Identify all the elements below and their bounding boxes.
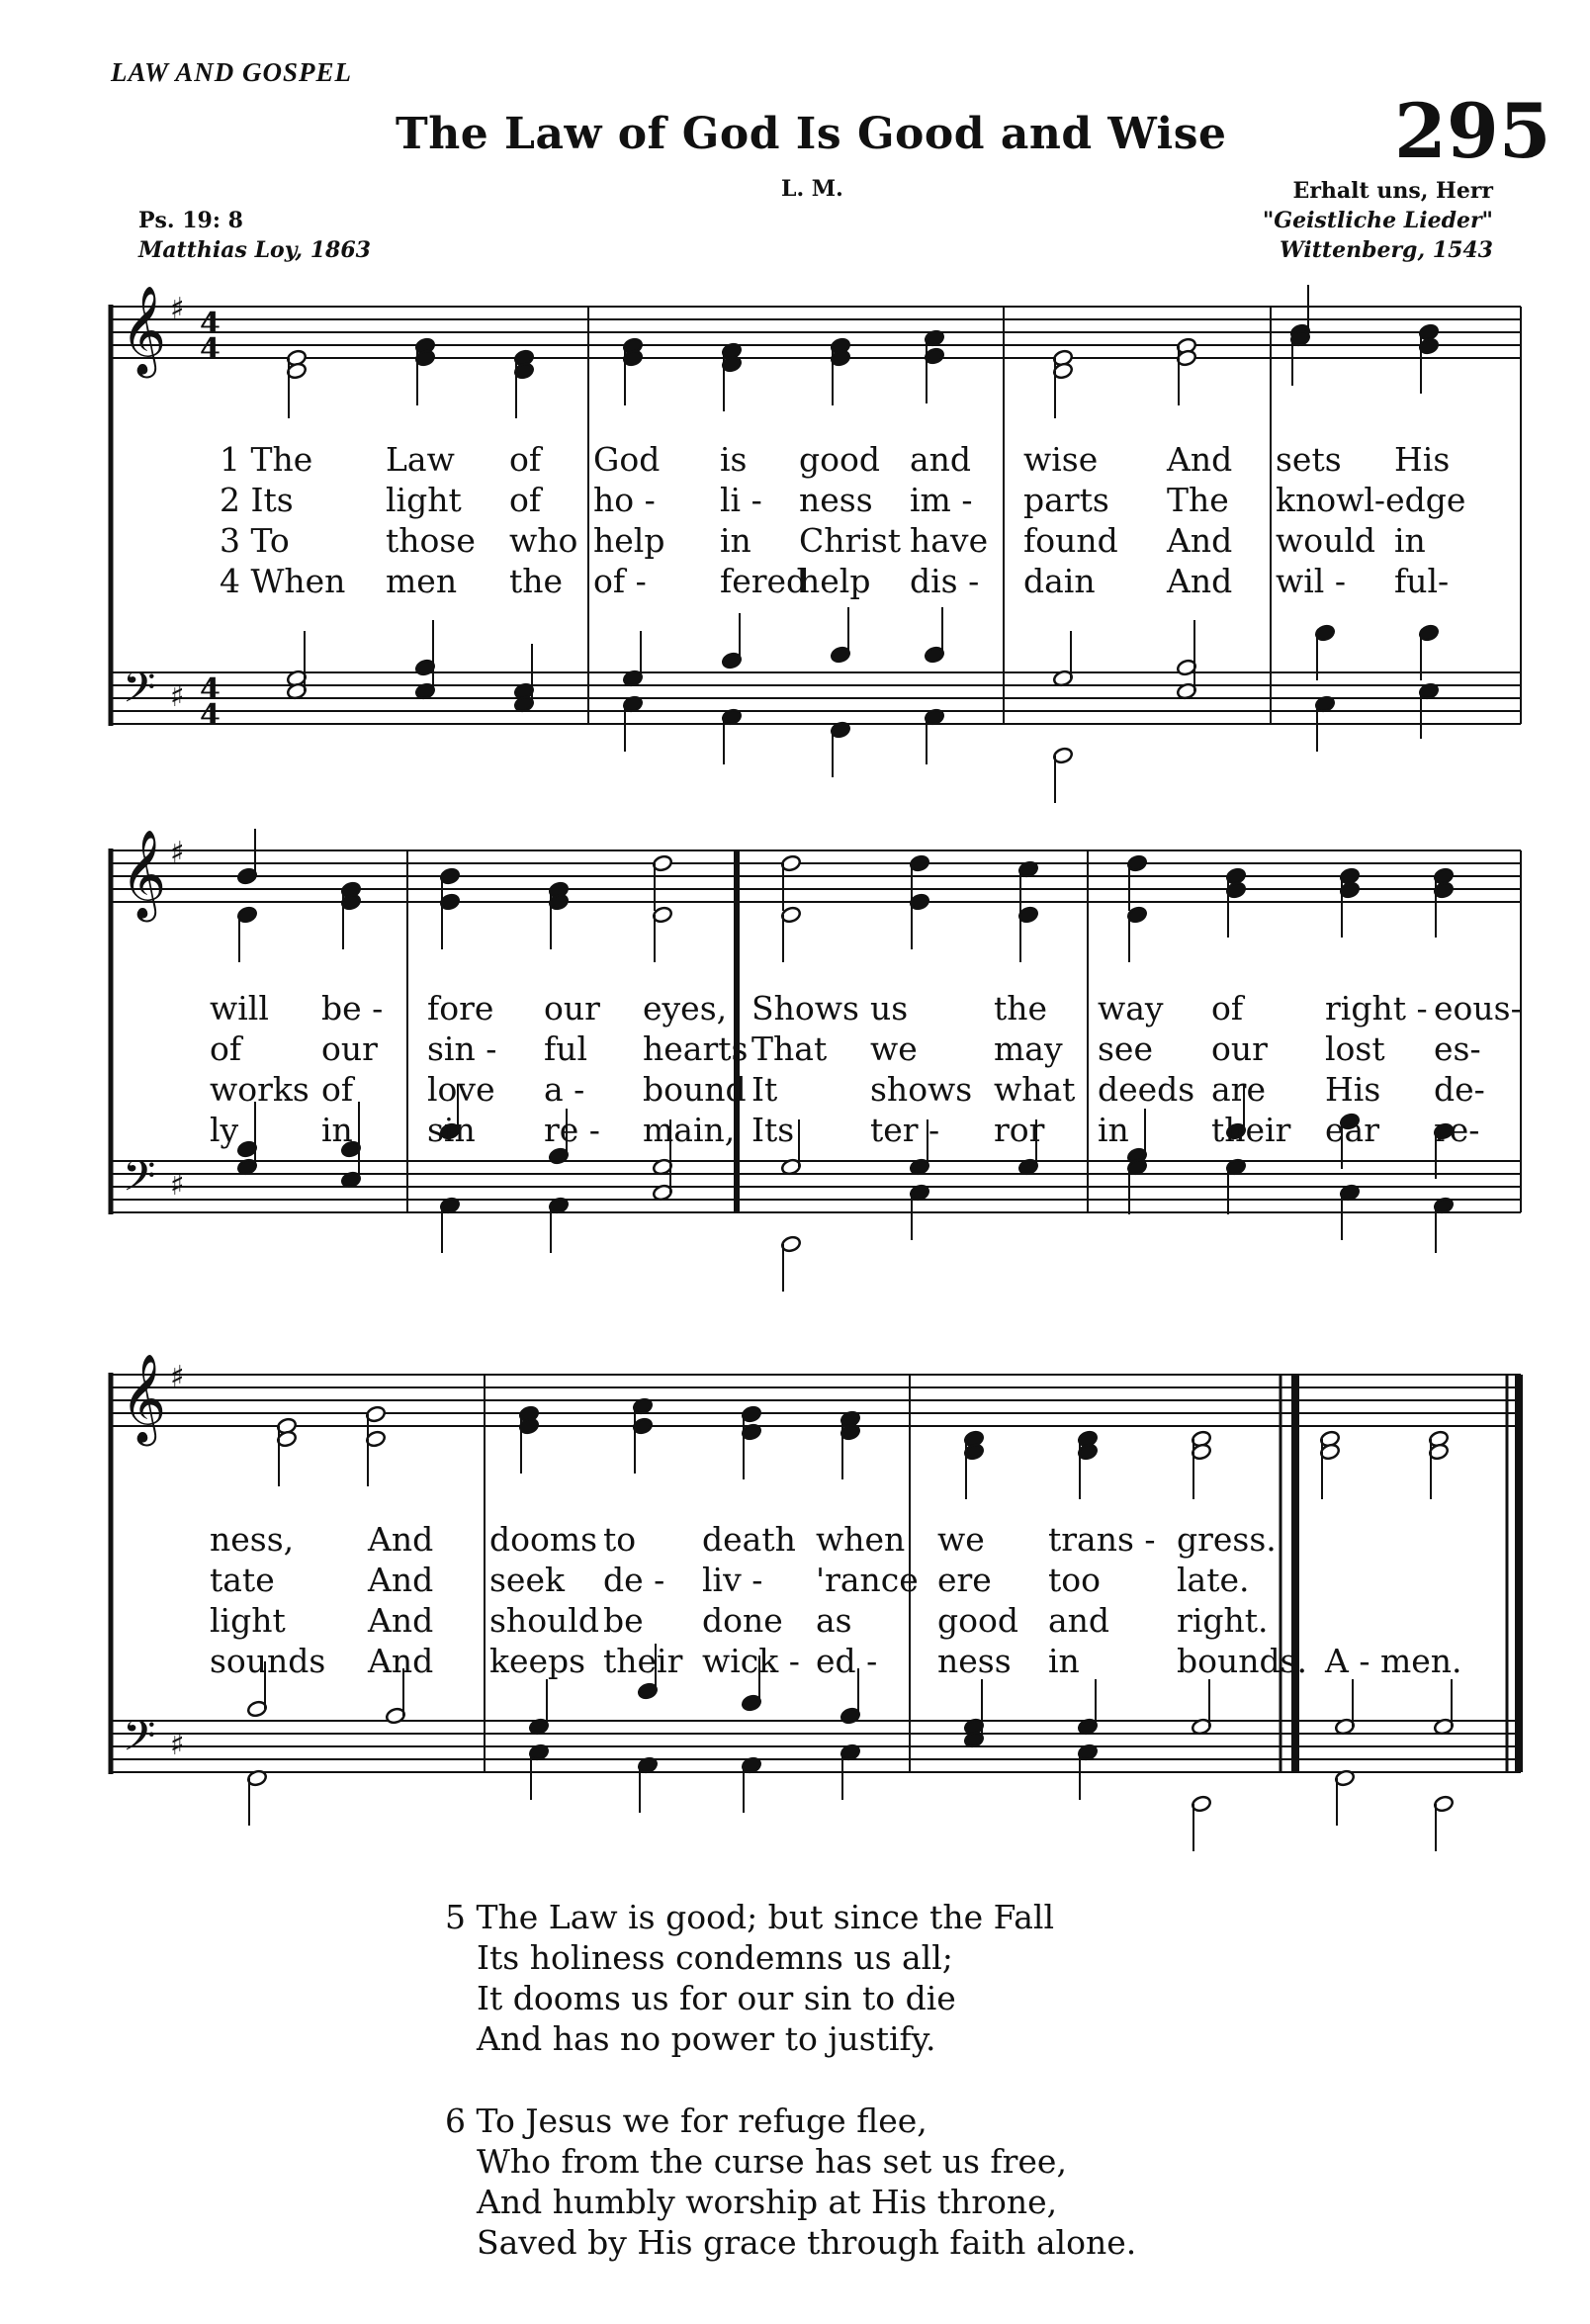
lyrics-system-1	[0, 440, 1590, 608]
lyric-syllable: es-	[1434, 1029, 1481, 1068]
lyric-syllable: keeps	[489, 1642, 586, 1680]
lyric-syllable: when	[816, 1520, 906, 1559]
lyric-syllable: in	[720, 521, 751, 560]
lyric-syllable: 2 Its	[220, 481, 294, 519]
lyric-syllable: knowl-edge	[1276, 481, 1466, 519]
lyric-syllable: ful-	[1394, 562, 1450, 600]
lyric-syllable: sounds	[210, 1642, 326, 1680]
lyric-syllable: shows	[870, 1070, 973, 1109]
lyric-syllable: re-	[1434, 1111, 1480, 1149]
treble-clef-icon: 𝄞	[121, 286, 167, 375]
stanza-line	[445, 1897, 1054, 1937]
lyric-syllable: those	[386, 521, 476, 560]
lyric-syllable: may	[994, 1029, 1063, 1068]
lyric-syllable: re -	[544, 1111, 600, 1149]
lyric-syllable: And	[368, 1520, 434, 1559]
lyric-syllable: sets	[1276, 440, 1342, 479]
lyric-syllable: ror	[994, 1111, 1045, 1149]
tune-name: Erhalt uns, Herr	[1292, 178, 1493, 204]
tune-source: "Geistliche Lieder"	[1262, 208, 1493, 233]
lyric-syllable: ful	[544, 1029, 588, 1068]
lyric-syllable: Law	[386, 440, 455, 479]
lyric-syllable: wick -	[702, 1642, 800, 1680]
lyric-syllable: Shows	[751, 989, 859, 1028]
time-signature-top: 4	[200, 307, 221, 341]
lyric-syllable: in	[1394, 521, 1426, 560]
lyric-syllable: men	[386, 562, 458, 600]
lyric-syllable: of	[210, 1029, 242, 1068]
lyric-syllable: A - men.	[1325, 1642, 1462, 1680]
lyric-syllable: And	[1167, 440, 1233, 479]
stanza-text: To Jesus we for refuge flee,	[476, 2101, 928, 2140]
lyric-syllable: And	[368, 1601, 434, 1640]
lyric-syllable: 3 To	[220, 521, 290, 560]
lyric-syllable: His	[1325, 1070, 1381, 1109]
lyric-syllable: tate	[210, 1561, 275, 1599]
lyric-syllable: 4 When	[220, 562, 346, 600]
lyric-syllable: a -	[544, 1070, 585, 1109]
lyric-syllable: ear	[1325, 1111, 1379, 1149]
scripture-reference: Ps. 19: 8	[138, 208, 243, 233]
lyric-syllable: done	[702, 1601, 783, 1640]
lyric-syllable: the	[994, 989, 1048, 1028]
lyric-syllable: death	[702, 1520, 796, 1559]
lyric-syllable: ly	[210, 1111, 239, 1149]
lyric-syllable: we	[870, 1029, 918, 1068]
stanza-number: 6	[445, 2101, 466, 2140]
key-signature-sharp: ♯	[170, 1168, 185, 1203]
stanza-line: And has no power to justify.	[477, 2019, 936, 2058]
lyric-syllable: main,	[643, 1111, 736, 1149]
lyric-syllable: are	[1211, 1070, 1266, 1109]
stanza-line: Who from the curse has set us free,	[477, 2142, 1067, 2181]
lyric-syllable: is	[720, 440, 748, 479]
lyric-syllable: we	[937, 1520, 985, 1559]
stanza-number: 5	[445, 1898, 466, 1936]
key-signature-sharp: ♯	[170, 1728, 185, 1762]
stanza-line: Saved by His grace through faith alone.	[477, 2223, 1137, 2262]
lyric-syllable: found	[1023, 521, 1118, 560]
lyric-syllable: im -	[910, 481, 973, 519]
lyric-syllable: wise	[1023, 440, 1099, 479]
bass-clef-icon: 𝄢	[123, 1152, 156, 1211]
lyric-syllable: gress.	[1177, 1520, 1277, 1559]
lyric-syllable: what	[994, 1070, 1076, 1109]
lyric-syllable: Its	[751, 1111, 795, 1149]
lyric-syllable: be -	[321, 989, 384, 1028]
lyric-syllable: ere	[937, 1561, 992, 1599]
lyric-syllable: of	[509, 481, 542, 519]
lyric-syllable: liv -	[702, 1561, 763, 1599]
stanza-line: It dooms us for our sin to die	[477, 1979, 956, 2017]
lyric-syllable: ness	[799, 481, 873, 519]
stanza-line: And humbly worship at His throne,	[477, 2183, 1058, 2221]
lyric-syllable: our	[544, 989, 600, 1028]
lyric-syllable: deeds	[1098, 1070, 1195, 1109]
lyric-syllable: hearts	[643, 1029, 749, 1068]
lyric-syllable: light	[386, 481, 462, 519]
lyric-syllable: should	[489, 1601, 599, 1640]
stanza-line	[445, 2101, 1136, 2141]
hymn-number: 295	[1394, 87, 1551, 175]
lyric-syllable: see	[1098, 1029, 1153, 1068]
lyric-syllable: be	[603, 1601, 644, 1640]
lyric-syllable: bound	[643, 1070, 747, 1109]
lyric-syllable: dis -	[910, 562, 980, 600]
lyric-syllable: God	[593, 440, 661, 479]
lyric-syllable: 'rance	[816, 1561, 919, 1599]
lyric-syllable: of	[321, 1070, 354, 1109]
lyric-syllable: good	[799, 440, 880, 479]
lyric-syllable: eous-	[1434, 989, 1522, 1028]
lyric-syllable: and	[910, 440, 972, 479]
lyric-syllable: in	[1048, 1642, 1080, 1680]
lyric-syllable: trans -	[1048, 1520, 1156, 1559]
lyric-syllable: to	[603, 1520, 637, 1559]
lyric-syllable: 1 The	[220, 440, 313, 479]
lyric-syllable: our	[1211, 1029, 1268, 1068]
lyric-syllable: have	[910, 521, 989, 560]
stanza-text: The Law is good; but since the Fall	[476, 1898, 1055, 1936]
lyric-syllable: ed -	[816, 1642, 878, 1680]
lyric-syllable: parts	[1023, 481, 1109, 519]
lyric-syllable: help	[593, 521, 665, 560]
lyric-syllable: of	[1211, 989, 1244, 1028]
lyric-syllable: de-	[1434, 1070, 1485, 1109]
lyric-syllable: works	[210, 1070, 309, 1109]
lyric-syllable: right -	[1325, 989, 1428, 1028]
lyric-syllable: will	[210, 989, 269, 1028]
time-signature-top: 4	[200, 672, 221, 707]
lyric-syllable: seek	[489, 1561, 565, 1599]
stanza-6	[445, 2101, 1136, 2263]
bass-clef-icon: 𝄢	[123, 664, 156, 723]
lyric-syllable: And	[1167, 521, 1233, 560]
lyrics-system-3	[0, 1520, 1590, 1688]
lyric-syllable: And	[1167, 562, 1233, 600]
key-signature-sharp: ♯	[170, 836, 185, 870]
lyric-syllable: ter -	[870, 1111, 940, 1149]
lyric-syllable: right.	[1177, 1601, 1269, 1640]
lyric-syllable: Christ	[799, 521, 902, 560]
lyric-syllable: ness	[937, 1642, 1012, 1680]
lyric-syllable: That	[751, 1029, 828, 1068]
key-signature-sharp: ♯	[170, 292, 185, 326]
lyric-syllable: would	[1276, 521, 1376, 560]
treble-clef-icon: 𝄞	[121, 830, 167, 919]
lyric-syllable: bounds.	[1177, 1642, 1308, 1680]
lyric-syllable: It	[751, 1070, 778, 1109]
lyric-syllable: late.	[1177, 1561, 1250, 1599]
lyric-syllable: lost	[1325, 1029, 1385, 1068]
stanza-5	[445, 1897, 1054, 2059]
lyric-syllable: their	[1211, 1111, 1291, 1149]
lyric-syllable: our	[321, 1029, 378, 1068]
lyric-syllable: li -	[720, 481, 762, 519]
lyric-syllable: of	[509, 440, 542, 479]
lyric-syllable: light	[210, 1601, 286, 1640]
lyric-syllable: fered	[720, 562, 808, 600]
time-signature-bottom: 4	[200, 332, 221, 367]
lyric-syllable: as	[816, 1601, 852, 1640]
lyric-syllable: in	[321, 1111, 353, 1149]
time-signature-bottom: 4	[200, 698, 221, 733]
lyric-syllable: who	[509, 521, 578, 560]
lyric-syllable: of -	[593, 562, 647, 600]
lyric-syllable: good	[937, 1601, 1018, 1640]
lyric-syllable: and	[1048, 1601, 1110, 1640]
lyric-syllable: ho -	[593, 481, 656, 519]
tune-date: Wittenberg, 1543	[1280, 237, 1493, 263]
author-credit: Matthias Loy, 1863	[138, 237, 371, 263]
lyric-syllable: The	[1167, 481, 1229, 519]
lyric-syllable: wil -	[1276, 562, 1346, 600]
lyric-syllable: their	[603, 1642, 683, 1680]
stanza-line: Its holiness condemns us all;	[477, 1938, 953, 1977]
lyric-syllable: His	[1394, 440, 1451, 479]
meter-label: L. M.	[781, 176, 843, 202]
lyric-syllable: way	[1098, 989, 1164, 1028]
lyric-syllable: And	[368, 1561, 434, 1599]
lyric-syllable: help	[799, 562, 871, 600]
lyric-syllable: love	[427, 1070, 495, 1109]
lyric-syllable: de -	[603, 1561, 665, 1599]
lyric-syllable: us	[870, 989, 909, 1028]
lyric-syllable: fore	[427, 989, 494, 1028]
lyric-syllable: sin	[427, 1111, 476, 1149]
lyric-syllable: dain	[1023, 562, 1096, 600]
lyric-syllable: eyes,	[643, 989, 728, 1028]
treble-clef-icon: 𝄞	[121, 1354, 167, 1443]
section-heading: LAW AND GOSPEL	[111, 57, 353, 87]
lyric-syllable: the	[509, 562, 564, 600]
lyric-syllable: And	[368, 1642, 434, 1680]
key-signature-sharp: ♯	[170, 679, 185, 714]
key-signature-sharp: ♯	[170, 1360, 185, 1394]
lyrics-system-2	[0, 989, 1590, 1157]
lyric-syllable: in	[1098, 1111, 1129, 1149]
lyric-syllable: sin -	[427, 1029, 497, 1068]
lyric-syllable: ness,	[210, 1520, 295, 1559]
hymn-title: The Law of God Is Good and Wise	[396, 109, 1227, 159]
bass-clef-icon: 𝄢	[123, 1712, 156, 1771]
lyric-syllable: dooms	[489, 1520, 598, 1559]
lyric-syllable: too	[1048, 1561, 1101, 1599]
